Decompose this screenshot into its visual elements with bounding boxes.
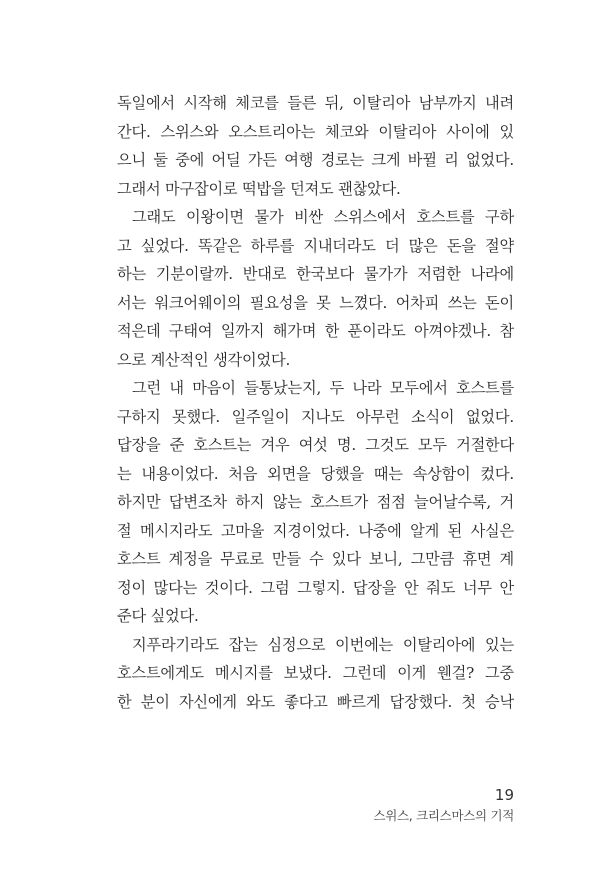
text-line: 구하지 못했다. 일주일이 지나도 아무런 소식이 없었다. (117, 407, 514, 426)
text-line: 지푸라기라도 잡는 심정으로 이번에는 이탈리아에 있는 (132, 635, 514, 654)
text-line: 으니 둘 중에 어딜 가든 여행 경로는 크게 바뀔 리 없었다. (117, 151, 514, 169)
text-line: 으로 계산적인 생각이었다. (117, 350, 291, 369)
text-line: 간다. 스위스와 오스트리아는 체코와 이탈리아 사이에 있 (117, 122, 514, 141)
text-line: 그래도 이왕이면 물가 비싼 스위스에서 호스트를 구하 (132, 208, 514, 226)
paragraph-2 (117, 203, 514, 374)
page-number: 19 (494, 786, 514, 804)
text-line: 서는 워크어웨이의 필요성을 못 느꼈다. 어차피 쓰는 돈이 (117, 293, 514, 312)
running-footer-chapter-title: 스위스, 크리스마스의 기적 (373, 808, 514, 823)
text-line: 적은데 구태여 일까지 해가며 한 푼이라도 아껴야겠나. 참 (117, 322, 514, 340)
paragraph-3 (117, 374, 514, 631)
text-line: 는 내용이었다. 처음 외면을 당했을 때는 속상함이 컸다. (117, 464, 514, 483)
paragraph-1 (117, 89, 514, 203)
text-line: 하지만 답변조차 하지 않는 호스트가 점점 늘어날수록, 거 (117, 493, 514, 511)
text-line: 호스트 계정을 무료로 만들 수 있다 보니, 그만큼 휴면 계 (117, 550, 514, 568)
body-text (117, 89, 514, 716)
text-line: 하는 기분이랄까. 반대로 한국보다 물가가 저렴한 나라에 (117, 265, 514, 283)
text-line: 절 메시지라도 고마울 지경이었다. 나중에 알게 된 사실은 (117, 521, 514, 540)
text-line: 호스트에게도 메시지를 보냈다. 그런데 이게 웬걸? 그중 (117, 664, 514, 682)
text-line: 그래서 마구잡이로 떡밥을 던져도 괜찮았다. (117, 179, 401, 198)
text-line: 답장을 준 호스트는 겨우 여섯 명. 그것도 모두 거절한다 (117, 436, 514, 454)
paragraph-4 (117, 631, 514, 717)
text-line: 고 싶었다. 똑같은 하루를 지내더라도 더 많은 돈을 절약 (117, 236, 514, 255)
text-line: 그런 내 마음이 들통났는지, 두 나라 모두에서 호스트를 (132, 379, 514, 397)
text-line: 준다 싶었다. (117, 607, 199, 625)
text-line: 한 분이 자신에게 와도 좋다고 빠르게 답장했다. 첫 승낙 (117, 692, 514, 711)
text-line: 정이 많다는 것이다. 그럼 그렇지. 답장을 안 줘도 너무 안 (117, 578, 514, 597)
text-line: 독일에서 시작해 체코를 들른 뒤, 이탈리아 남부까지 내려 (117, 94, 514, 112)
